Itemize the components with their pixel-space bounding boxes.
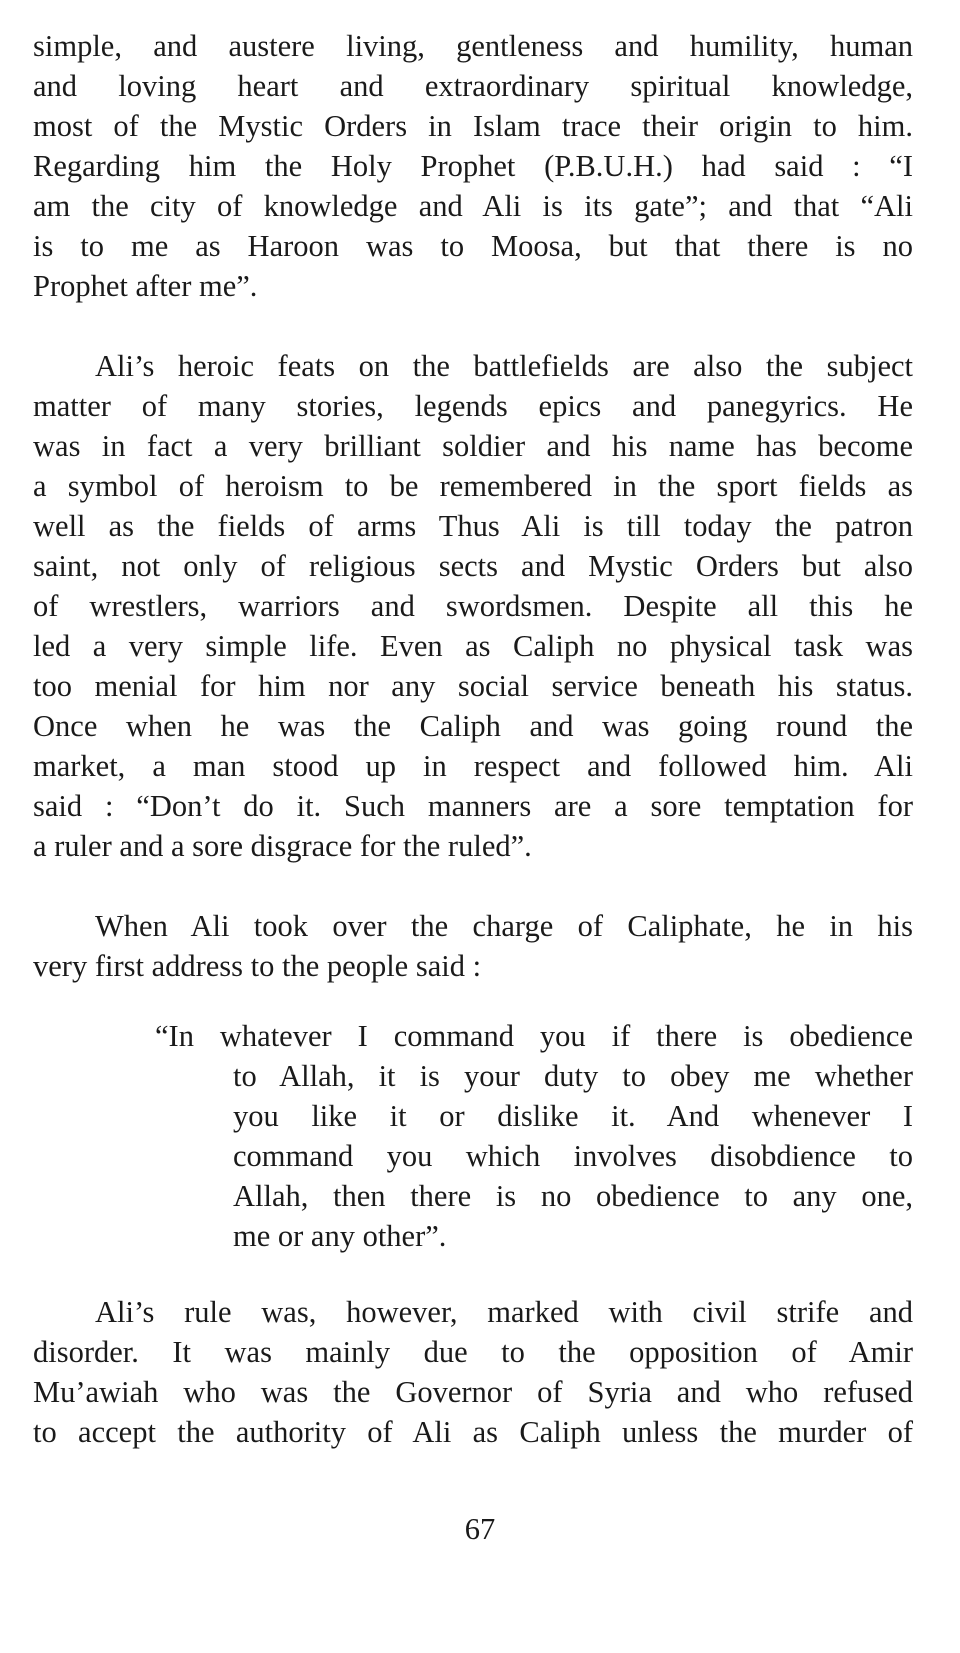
quote-line: Allah, then there is no obedience to any one, [233,1179,913,1213]
quote-line: you like it or dislike it. And whenever I [233,1099,913,1133]
quote-line: me or any other”. [233,1219,447,1253]
text-line: Once when he was the Caliph and was going round the [33,709,913,743]
text-line: a symbol of heroism to be remembered in the sport fields as [33,469,913,503]
paragraph-1 [33,26,913,306]
text-line: led a very simple life. Even as Caliph no physical task was [33,629,913,663]
text-line: Regarding him the Holy Prophet (P.B.U.H.) had said : “I [33,149,913,183]
quote-line: to Allah, it is your duty to obey me whether [233,1059,913,1093]
text-line: Prophet after me”. [33,269,258,303]
paragraph-4 [33,1292,913,1452]
text-line: When Ali took over the charge of Caliphate, he in his [95,909,913,943]
text-line: said : “Don’t do it. Such manners are a sore temptation for [33,789,913,823]
paragraph-2 [33,346,913,866]
text-line: was in fact a very brilliant soldier and his name has become [33,429,913,463]
text-line: simple, and austere living, gentleness and humility, human [33,29,913,63]
paragraph-3 [33,906,913,986]
text-line: very first address to the people said : [33,949,482,983]
block-quote [155,1016,913,1256]
text-line: to accept the authority of Ali as Caliph unless the murder of [33,1415,913,1449]
text-line: most of the Mystic Orders in Islam trace their origin to him. [33,109,913,143]
text-line: of wrestlers, warriors and swordsmen. Despite all this he [33,589,913,623]
text-line: well as the fields of arms Thus Ali is till today the patron [33,509,913,543]
text-line: too menial for him nor any social service beneath his status. [33,669,913,703]
text-line: Ali’s rule was, however, marked with civil strife and [95,1295,913,1329]
page-number: 67 [464,1512,496,1546]
quote-line: “In whatever I command you if there is obedience [155,1019,913,1053]
text-line: and loving heart and extraordinary spiritual knowledge, [33,69,913,103]
text-line: disorder. It was mainly due to the opposition of Amir [33,1335,913,1369]
text-line: Ali’s heroic feats on the battlefields are also the subject [95,349,913,383]
quote-line: command you which involves disobdience to [233,1139,913,1173]
text-line: is to me as Haroon was to Moosa, but that there is no [33,229,913,263]
text-line: a ruler and a sore disgrace for the ruled”. [33,829,532,863]
text-line: am the city of knowledge and Ali is its gate”; and that “Ali [33,189,913,223]
text-line: market, a man stood up in respect and followed him. Ali [33,749,913,783]
text-line: Mu’awiah who was the Governor of Syria and who refused [33,1375,913,1409]
text-line: matter of many stories, legends epics and panegyrics. He [33,389,913,423]
text-line: saint, not only of religious sects and Mystic Orders but also [33,549,913,583]
book-page [33,26,913,1452]
